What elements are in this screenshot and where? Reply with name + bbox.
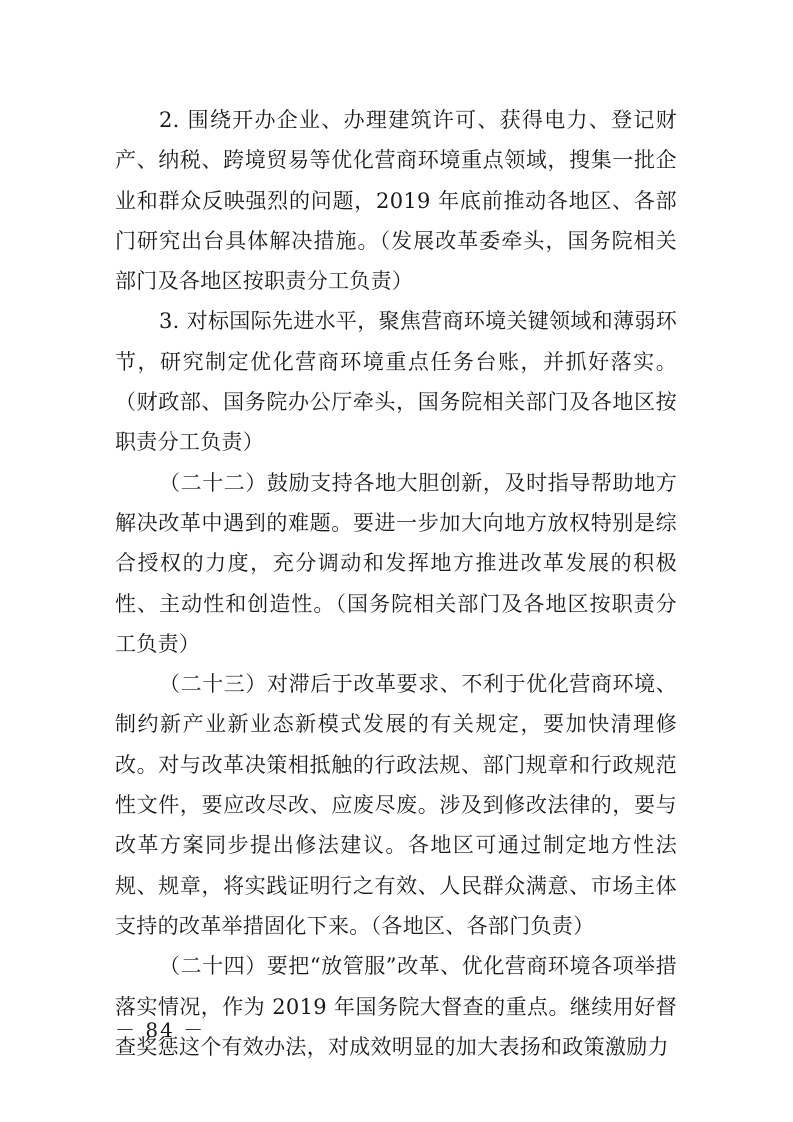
document-body bbox=[115, 100, 677, 1067]
paragraph-section-22: （二十二）鼓励支持各地大胆创新，及时指导帮助地方解决改革中遇到的难题。要进一步加大向地方放权特别是综合授权的力度，充分调动和发挥地方推进改革发展的积极性、主动性和创造性。（国务院相关部门及各地区按职责分工负责） bbox=[115, 470, 677, 656]
paragraph-section-24: （二十四）要把“放管服”改革、优化营商环境各项举措落实情况，作为 2019 年国务院大督查的重点。继续用好督查奖惩这个有效办法，对成效明显的加大表扬和政策激励力 bbox=[115, 954, 677, 1059]
page-number: － 84 － bbox=[115, 1018, 206, 1042]
paragraph-item-2: 2. 围绕开办企业、办理建筑许可、获得电力、登记财产、纳税、跨境贸易等优化营商环境重点领域，搜集一批企业和群众反映强烈的问题，2019 年底前推动各地区、各部门研究出台具体解决措施。（发展改革委牵头，国务院相关部门及各地区按职责分工负责） bbox=[115, 108, 677, 294]
paragraph-section-23: （二十三）对滞后于改革要求、不利于优化营商环境、制约新产业新业态新模式发展的有关规定，要加快清理修改。对与改革决策相抵触的行政法规、部门规章和行政规范性文件，要应改尽改、应废尽废。涉及到修改法律的，要与改革方案同步提出修法建议。各地区可通过制定地方性法规、规章，将实践证明行之有效、人民群众满意、市场主体支持的改革举措固化下来。（各地区、各部门负责） bbox=[115, 672, 677, 938]
paragraph-item-3: 3. 对标国际先进水平，聚焦营商环境关键领域和薄弱环节，研究制定优化营商环境重点任务台账，并抓好落实。（财政部、国务院办公厅牵头，国务院相关部门及各地区按职责分工负责） bbox=[115, 309, 677, 455]
